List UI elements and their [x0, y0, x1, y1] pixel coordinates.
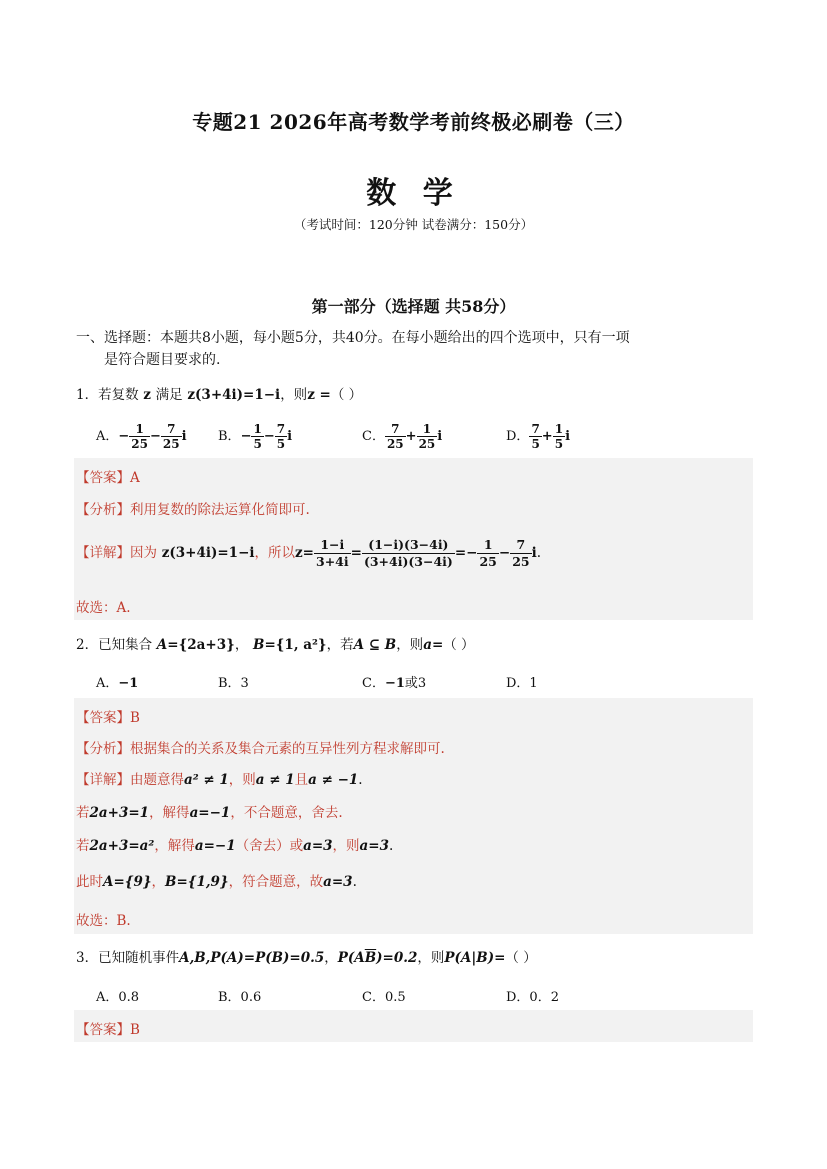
q3-option-a: A．0.8: [96, 990, 140, 1005]
q1-option-d: D． $\frac{7}{5}$ + $\frac{1}{5}$ i: [506, 422, 571, 451]
question-1-stem: [76, 383, 362, 403]
exam-info: （考试时间：120分钟 试卷满分：150分）: [293, 217, 534, 232]
q2-detail-line-3: 若2a+3=a²，解得a=−1（舍去）或a=3，则a=3.: [76, 838, 394, 854]
math: z =: [307, 387, 331, 403]
q1-mid: 满足: [155, 387, 183, 403]
option-label: C．: [362, 429, 385, 444]
q1-detail: 【详解】因为 z(3+4i)=1−i，所以z= $\frac{1-i}{3+4i}$ = $\frac{(1-i)(3-4i)}{(3+4i)(3-4i)}$ =− $\frac{1}{25}$ − $\frac{7}{25}$ i.: [76, 537, 542, 569]
q1-blank: （ ）: [330, 387, 363, 403]
q3-solution-box: [74, 1010, 753, 1042]
q2-option-b: B．3: [218, 676, 249, 691]
option-label: D．: [506, 429, 530, 444]
math: z(3+4i)=1−i: [182, 387, 281, 403]
document-title: 专题21 2026年高考数学考前终极必刷卷（三）: [192, 110, 635, 134]
option-label: A．: [96, 429, 119, 444]
q2-option-d: D．1: [506, 676, 538, 691]
q2-conclusion: 故选：B.: [76, 913, 131, 929]
q2-detail-line-4: 此时A={9}，B={1,9}，符合题意，故a=3.: [76, 874, 357, 890]
q1-option-a: A．− $\frac{1}{25}$ − $\frac{7}{25}$ i: [96, 422, 187, 451]
q1-suffix: ，则: [280, 387, 308, 403]
q2-answer: 【答案】B: [76, 710, 140, 726]
q2-option-c: C．−1或3: [362, 676, 427, 691]
section-line-1: 一、选择题：本题共8小题，每小题5分，共40分。在每小题给出的四个选项中，只有一项: [76, 330, 630, 346]
section-instructions: [76, 327, 756, 371]
subject-title: 数 学: [366, 176, 461, 211]
q2-analysis: 【分析】根据集合的关系及集合元素的互异性列方程求解即可.: [76, 741, 445, 757]
q1-prefix: 1．若复数: [76, 387, 139, 403]
option-label: B．: [218, 429, 241, 444]
question-3-stem: 3．已知随机事件A,B,P(A)=P(B)=0.5，$P(A\overline{B})=0.2$，则P(A|B)=（ ）: [76, 950, 537, 966]
q3-answer: 【答案】B: [76, 1022, 140, 1038]
q1-option-b: B．− $\frac{1}{5}$ − $\frac{7}{5}$ i: [218, 422, 293, 451]
q2-detail-line-2: 若2a+3=1，解得a=−1，不合题意，舍去.: [76, 805, 343, 821]
part-title: 第一部分（选择题 共58分）: [311, 297, 516, 316]
q2-option-a: A．−1: [96, 676, 139, 691]
q3-option-b: B．0.6: [218, 990, 262, 1005]
q2-detail-line-1: 【详解】由题意得a² ≠ 1，则a ≠ 1且a ≠ −1.: [76, 772, 363, 788]
q1-analysis: 【分析】利用复数的除法运算化简即可.: [76, 502, 310, 518]
q1-option-c: C． $\frac{7}{25}$ + $\frac{1}{25}$ i: [362, 422, 443, 451]
q1-conclusion: 故选：A.: [76, 600, 131, 616]
section-line-2: 是符合题目要求的.: [104, 352, 221, 368]
q3-option-c: C．0.5: [362, 990, 406, 1005]
q1-answer: 【答案】A: [76, 470, 140, 486]
math: z: [138, 387, 156, 403]
question-2-stem: 2．已知集合 A={2a+3}， B={1, a²}，若A ⊆ B，则a=（ ）: [76, 637, 475, 653]
q3-option-d: D．0．2: [506, 990, 559, 1005]
